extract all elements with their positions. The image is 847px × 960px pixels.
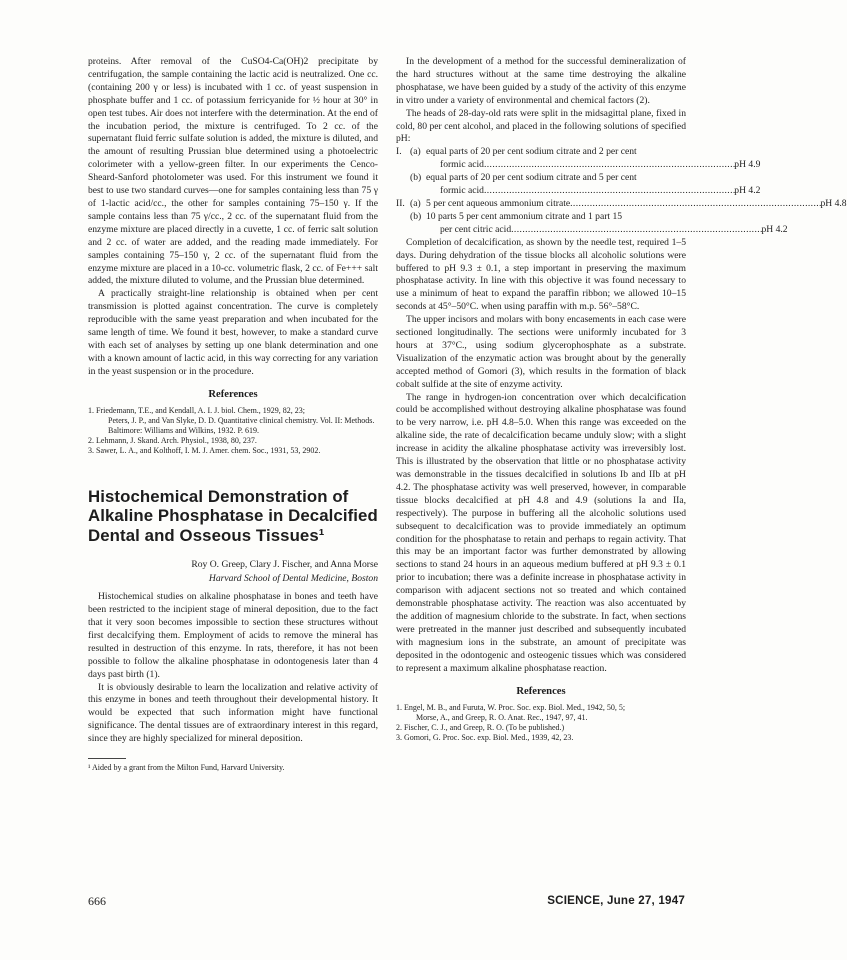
reference-text: 2. Fischer, C. J., and Greep, R. O. (To be published.) xyxy=(396,722,565,732)
solution-letter: (b) xyxy=(410,210,422,222)
solution-number: I. xyxy=(396,146,402,158)
reference-continuation: Peters, J. P., and Van Slyke, D. D. Quantitative clinical chemistry. Vol. II: Methods. Baltimore: Williams and Wilkins, 1932. P. 619. xyxy=(108,415,375,436)
leader-dots xyxy=(570,198,820,211)
footnote-divider xyxy=(88,758,126,759)
solution-item xyxy=(396,210,788,237)
reference-text: 3. Gomori, G. Proc. Soc. exp. Biol. Med., 1939, 42, 23. xyxy=(396,733,574,743)
body-paragraph: It is obviously desirable to learn the localization and relative activity of this enzyme in bones and teeth throughout their developmental history. It would be expected that such information might have functional significance. The dental tissues are of extraordinary interest in this regard, since they are highly specialized for mineral deposition. xyxy=(88,681,378,745)
reference-text: 3. Sawer, L. A., and Kolthoff, I. M. J. Amer. chem. Soc., 1931, 53, 2902. xyxy=(88,446,321,456)
body-paragraph: The range in hydrogen-ion concentration over which decalcification could be accomplished without destroying alkaline phosphatase was found to be very narrow, i.e. pH 4.8–5.0. When this range was exceeded on the alkaline side, the rate of decalcification became unduly slow; with a slight increase in acidity the alkaline phosphatase activity was irreversibly lost. This is illustrated by the observation that little or no phosphatase activity was demonstrable in the tissues decalcified in solutions Ib and IIb at pH 4.2. The phosphatase activity was well preserved, however, in comparable tissue blocks decalcified at pH 4.8 and 4.9 (solutions Ia and IIa, respectively). The purpose in buffering all the alcoholic solutions used subsequent to decalcification was to provide immediately an optimum condition for the phosphatase to retain and perhaps to regain activity. That this may be an important factor was further demonstrated by allowing sections to stand 24 hours in an aqueous medium buffered at pH 9.3 ± 0.1 prior to incubation; there was a definite increase in phosphatase activity in comparison with adjacent sections not so treated and which contained demonstrable phosphatase activity. The reaction was also accentuated by the addition of magnesium chloride to the substrate. In fact, when sections were pretreated in the manner just described and subsequently incubated with magnesium ions in the substrate, an amount of precipitate was deposited in the odontogenic and osteogenic tissues which was considered to represent a maximum alkaline phosphatase reaction. xyxy=(396,391,686,674)
body-paragraph: proteins. After removal of the CuSO4-Ca(OH)2 precipitate by centrifugation, the sample containing the lactic acid is neutralized. One cc. (containing 200 γ or less) is incubated with 1 cc. of yeast suspension in phosphate buffer and 1 cc. of potassium ferricyanide for ½ hour at 30° in open test tubes. Air does not interfere with the determination. At the end of the incubation period, the mixture is centrifuged. To 2 cc. of the supernatant fluid ferric sulfate solution is added, the mixture is diluted, and the amount of resulting Prussian blue determined using a photoelectric colorimeter with a yellow-green filter. In our experiments the Cenco-Sheard-Sanford photolometer was used. For this instrument we found it best to use two standard curves—one for samples containing less than 75 γ of 1-lactic acid/cc., the other for samples containing 75–150 γ. If the sample contains less than 75 γ/cc., 2 cc. of the supernatant fluid from the enzyme mixture are placed directly in a cuvette, 1 cc. of ferric salt solution and 2 cc. of water are added, and the reading made immediately. For samples containing 75–150 γ, 2 cc. of the supernatant fluid from the enzyme mixture are placed in a 10-cc. volumetric flask, 2 cc. of Fe+++ salt added, the mixture diluted to volume, and the Prussian blue determined. xyxy=(88,56,378,287)
solution-item xyxy=(396,197,847,211)
leader-dots xyxy=(484,185,734,198)
journal-issue: SCIENCE, June 27, 1947 xyxy=(547,894,685,907)
body-paragraph: Histochemical studies on alkaline phosphatase in bones and teeth have been restricted to the incipient stage of mineral deposition, due to the fact that it very soon becomes impossible to section these structures without first decalcifying them. Employment of acids to remove the mineral has resulted in destruction of this enzyme. In rats, therefore, it has not been possible to follow the alkaline phosphatase in odontogenesis later than 4 days past birth (1). xyxy=(88,591,378,680)
body-paragraph: The heads of 28-day-old rats were split in the midsagittal plane, fixed in cold, 80 per cent alcohol, and placed in the following solutions of specified pH: xyxy=(396,107,686,145)
solution-ph: pH 4.2 xyxy=(734,185,761,197)
left-column xyxy=(88,56,378,773)
references-heading: References xyxy=(208,388,258,400)
body-paragraph: The upper incisors and molars with bony encasements in each case were sectioned longitudinally. The sections were uniformly incubated for 3 hours at 37°C., using sodium glycerophosphate as a substrate. Visualization of the enzymatic action was brought about by the generally accepted method of Gomori (3), which results in the formation of black cobalt sulfide at the site of enzyme activity. xyxy=(396,314,686,390)
article-affiliation: Harvard School of Dental Medicine, Boston xyxy=(208,573,378,585)
leader-dots xyxy=(511,224,761,237)
solution-number: II. xyxy=(396,197,405,209)
reference-item xyxy=(396,703,686,723)
reference-item xyxy=(88,406,378,437)
page-number: 666 xyxy=(88,894,106,908)
solution-ph: pH 4.2 xyxy=(761,223,788,235)
body-paragraph: Completion of decalcification, as shown by the needle test, required 1–5 days. During dehydration of the tissue blocks all alcoholic solutions were buffered to pH 9.3 ± 0.1, a step important in preserving the maximum phosphatase activity. In line with this objective it was found necessary to use a minimum of heat to expand the paraffin ribbon; we allowed 10–15 seconds at 45°–50°C. when using paraffin with m.p. 56°–58°C. xyxy=(396,236,686,313)
body-paragraph: A practically straight-line relationship is obtained when per cent transmission is plotted against concentration. The curve is completely reproducible with the same yeast preparation and when incubated for the same length of time. We found it best, however, to make a standard curve with each set of analyses by setting up one blank determination and one with a known amount of lactic acid, in this way correcting for any variation in the yeast suspension or in the procedure. xyxy=(88,288,378,377)
solution-number xyxy=(396,172,410,198)
reference-item xyxy=(396,723,686,733)
reference-text: 1. Engel, M. B., and Furuta, W. Proc. Soc. exp. Biol. Med., 1942, 50, 5; xyxy=(396,702,626,712)
solution-letter: (a) xyxy=(410,197,421,209)
solution-ph: pH 4.8 xyxy=(820,197,847,209)
references-heading: References xyxy=(516,685,566,697)
reference-item xyxy=(396,733,686,743)
solution-number xyxy=(396,211,410,237)
solution-letter: (a) xyxy=(410,146,421,158)
solution-letter: (b) xyxy=(410,172,422,184)
solution-description: equal parts of 20 per cent sodium citrate and 5 per cent xyxy=(426,172,637,184)
right-column xyxy=(396,56,847,743)
solution-description: formic acid xyxy=(440,159,484,171)
article-authors: Roy O. Greep, Clary J. Fischer, and Anna Morse xyxy=(191,559,378,571)
solution-description: formic acid xyxy=(440,185,484,197)
reference-continuation: Morse, A., and Greep, R. O. Anat. Rec., 1947, 97, 41. xyxy=(416,712,588,722)
reference-item xyxy=(88,436,378,446)
solution-ph: pH 4.9 xyxy=(734,159,761,171)
solution-description: equal parts of 20 per cent sodium citrate and 2 per cent xyxy=(426,146,637,158)
reference-list xyxy=(396,703,686,744)
body-paragraph: In the development of a method for the successful demineralization of the hard structures without at the same time destroying the alkaline phosphatase, we have been guided by a study of the activity of this enzyme in vitro under a variety of environmental and chemical factors (2). xyxy=(396,56,686,106)
reference-text: 1. Friedemann, T.E., and Kendall, A. I. J. biol. Chem., 1929, 82, 23; xyxy=(88,405,306,415)
reference-item xyxy=(88,446,378,456)
solution-item xyxy=(396,172,761,198)
solution-list xyxy=(396,146,847,236)
footnote: ¹ Aided by a grant from the Milton Fund, Harvard University. xyxy=(88,763,285,773)
solution-item xyxy=(396,146,761,172)
solution-description: 5 per cent aqueous ammonium citrate xyxy=(426,197,571,209)
solution-description: per cent citric acid xyxy=(440,223,512,235)
reference-text: 2. Lehmann, J. Skand. Arch. Physiol., 1938, 80, 237. xyxy=(88,436,257,446)
leader-dots xyxy=(484,159,734,172)
article-title: Histochemical Demonstration of Alkaline Phosphatase in Decalcified Dental and Osseous Tissues¹ xyxy=(88,486,378,545)
reference-list xyxy=(88,406,378,457)
solution-description: 10 parts 5 per cent ammonium citrate and 1 part 15 xyxy=(426,210,623,222)
